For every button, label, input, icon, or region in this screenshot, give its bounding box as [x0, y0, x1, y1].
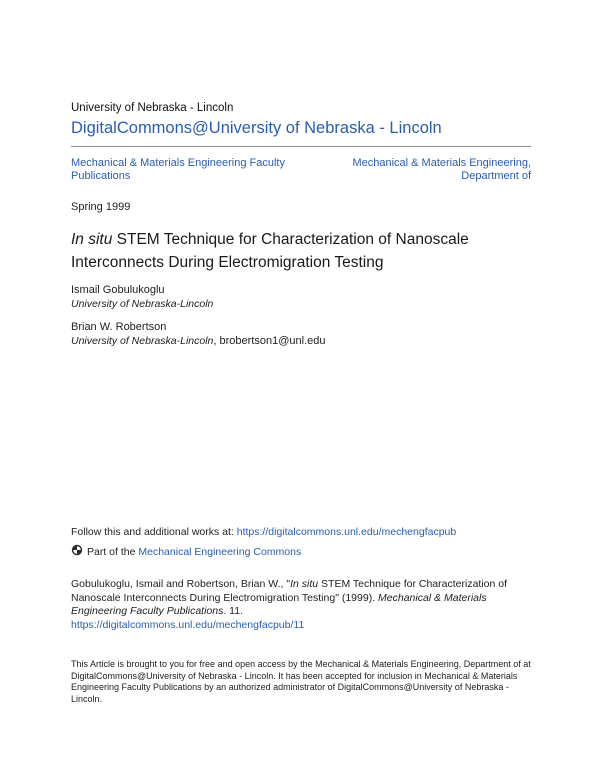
network-commons-icon — [71, 544, 87, 559]
author-name: Brian W. Robertson — [71, 321, 167, 333]
author-email: , brobertson1@unl.edu — [213, 335, 326, 347]
follow-line — [71, 526, 456, 538]
university-name: University of Nebraska - Lincoln — [71, 102, 234, 114]
follow-link[interactable]: https://digitalcommons.unl.edu/mechengfacpub — [236, 526, 457, 538]
repository-link[interactable]: DigitalCommons@University of Nebraska - Lincoln — [71, 119, 442, 137]
access-notice: This Article is brought to you for free and open access by the Mechanical & Materials Engineering, Department of at DigitalCommons@University of Nebraska - Lincoln. It has been accepted for inclusion in Mechanical & Materials Engineering Faculty Publications by an authorized administrator of DigitalCommons@University of Nebraska - Lincoln. — [71, 659, 531, 704]
title-rest: STEM Technique for Characterization of Nanoscale Interconnects During Electromigration Testing — [71, 231, 469, 271]
author-block — [71, 283, 213, 311]
collection-link-faculty-publications[interactable]: Mechanical & Materials Engineering Faculty Publications — [71, 157, 285, 182]
title-italic-part: In situ — [71, 231, 113, 248]
part-of-line — [71, 544, 301, 559]
citation-prefix: Gobulukoglu, Ismail and Robertson, Brian W., " — [71, 578, 291, 590]
publication-date: Spring 1999 — [71, 201, 131, 213]
author-affiliation: University of Nebraska-Lincoln — [71, 298, 214, 310]
header-divider — [71, 146, 531, 147]
author-name: Ismail Gobulukoglu — [71, 284, 165, 296]
author-affiliation: University of Nebraska-Lincoln — [71, 335, 214, 347]
author-block — [71, 320, 325, 348]
citation-url-link[interactable]: https://digitalcommons.unl.edu/mechengfacpub/11 — [71, 618, 305, 631]
citation-journal: Mechanical & Materials Engineering Faculty Publications — [71, 591, 487, 617]
recommended-citation — [71, 578, 531, 632]
article-title — [71, 228, 531, 274]
follow-text: Follow this and additional works at: — [71, 526, 237, 538]
citation-suffix: . 11. — [223, 605, 243, 617]
mechanical-engineering-commons-link[interactable]: Mechanical Engineering Commons — [138, 545, 302, 558]
citation-italic-title: In situ — [290, 578, 319, 590]
citation-middle: STEM Technique for Characterization of Nanoscale Interconnects During Electromigration Testing" (1999). — [71, 578, 508, 604]
collection-link-department[interactable]: Mechanical & Materials Engineering, Department of — [352, 157, 531, 182]
part-of-text: Part of the — [87, 545, 136, 558]
